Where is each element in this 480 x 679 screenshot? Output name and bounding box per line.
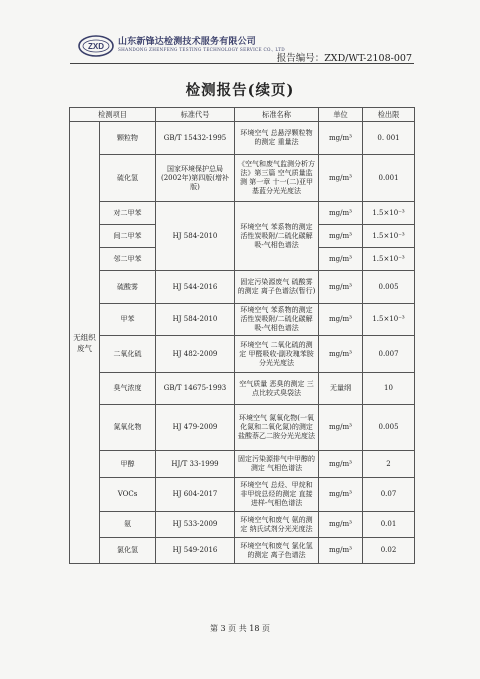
table-row: [70, 155, 415, 202]
item-cell: 臭气浓度: [100, 373, 156, 405]
table-row: [70, 122, 415, 155]
category-cell: 无组织废气: [70, 122, 100, 564]
table-row: [70, 202, 415, 225]
unit-cell: mg/m³: [319, 538, 363, 564]
name-cell: 固定污染源排气中甲醇的测定 气相色谱法: [235, 451, 319, 478]
name-cell: 空气质量 恶臭的测定 三点比较式臭袋法: [235, 373, 319, 405]
item-cell: 甲醇: [100, 451, 156, 478]
col-header-limit: 检出限: [363, 108, 415, 122]
unit-cell: mg/m³: [319, 405, 363, 451]
name-cell: 环境空气 氮氧化物(一氧化氮和二氧化氮)的测定 盐酸萘乙二胺分光光度法: [235, 405, 319, 451]
company-logo-icon: [77, 33, 115, 59]
code-cell: HJ 479-2009: [156, 405, 235, 451]
col-header-name: 标准名称: [235, 108, 319, 122]
item-cell: 间二甲苯: [100, 225, 156, 248]
code-cell: GB/T 14675-1993: [156, 373, 235, 405]
limit-cell: 1.5×10⁻³: [363, 248, 415, 271]
unit-cell: mg/m³: [319, 451, 363, 478]
table-row: [70, 271, 415, 304]
limit-cell: 10: [363, 373, 415, 405]
name-cell: 环境空气 二氧化硫的测定 甲醛吸收-副玫瑰苯胺分光光度法: [235, 336, 319, 373]
page-number: 第 3 页 共 18 页: [210, 624, 270, 633]
item-cell: 氯化氢: [100, 538, 156, 564]
name-cell: 环境空气 苯系物的测定 活性炭吸附/二硫化碳解吸-气相色谱法: [235, 202, 319, 271]
name-cell: 环境空气 总悬浮颗粒物的测定 重量法: [235, 122, 319, 155]
limit-cell: 0.007: [363, 336, 415, 373]
item-cell: 氨: [100, 512, 156, 538]
code-cell: HJ 533-2009: [156, 512, 235, 538]
code-cell: HJ 549-2016: [156, 538, 235, 564]
name-cell: 环境空气和废气 氨的测定 纳氏试剂分光光度法: [235, 512, 319, 538]
unit-cell: mg/m³: [319, 336, 363, 373]
limit-cell: 0.005: [363, 405, 415, 451]
table-header-row: [70, 108, 415, 122]
limit-cell: 0.01: [363, 512, 415, 538]
item-cell: 颗粒物: [100, 122, 156, 155]
unit-cell: mg/m³: [319, 512, 363, 538]
unit-cell: mg/m³: [319, 304, 363, 336]
col-header-code: 标准代号: [156, 108, 235, 122]
code-cell: 国家环境保护总局(2002年)第四版(增补版): [156, 155, 235, 202]
unit-cell: mg/m³: [319, 122, 363, 155]
name-cell: 环境空气 总烃、甲烷和非甲烷总烃的测定 直接进样-气相色谱法: [235, 478, 319, 512]
item-cell: VOCs: [100, 478, 156, 512]
code-cell: HJ 584-2010: [156, 202, 235, 271]
code-cell: HJ 482-2009: [156, 336, 235, 373]
page-title: 检测报告(续页): [185, 82, 295, 99]
item-cell: 邻二甲苯: [100, 248, 156, 271]
item-cell: 硫酸雾: [100, 271, 156, 304]
code-cell: HJ 544-2016: [156, 271, 235, 304]
limit-cell: 0.001: [363, 155, 415, 202]
limit-cell: 0. 001: [363, 122, 415, 155]
name-cell: 环境空气 苯系物的测定 活性炭吸附/二硫化碳解吸-气相色谱法: [235, 304, 319, 336]
unit-cell: mg/m³: [319, 478, 363, 512]
item-cell: 对二甲苯: [100, 202, 156, 225]
table-row: [70, 538, 415, 564]
limit-cell: 0.005: [363, 271, 415, 304]
limit-cell: 0.02: [363, 538, 415, 564]
limit-cell: 1.5×10⁻³: [363, 304, 415, 336]
table-row: [70, 336, 415, 373]
table-row: [70, 451, 415, 478]
test-method-table: [69, 107, 415, 564]
limit-cell: 1.5×10⁻³: [363, 225, 415, 248]
table-row: [70, 512, 415, 538]
item-cell: 硫化氢: [100, 155, 156, 202]
unit-cell: 无量纲: [319, 373, 363, 405]
unit-cell: mg/m³: [319, 271, 363, 304]
table-row: [70, 405, 415, 451]
table-row: [70, 478, 415, 512]
table-row: [70, 304, 415, 336]
limit-cell: 0.07: [363, 478, 415, 512]
unit-cell: mg/m³: [319, 248, 363, 271]
report-number: 报告编号：ZXD/WT-2108-007: [276, 53, 412, 64]
item-cell: 氮氧化物: [100, 405, 156, 451]
company-name-cn: 山东新锋达检测技术服务有限公司: [118, 37, 257, 47]
code-cell: GB/T 15432-1995: [156, 122, 235, 155]
limit-cell: 1.5×10⁻³: [363, 202, 415, 225]
company-name-en: SHANDONG ZHENFENG TESTING TECHNOLOGY SERVICE CO., LTD: [118, 47, 285, 52]
code-cell: HJ/T 33-1999: [156, 451, 235, 478]
unit-cell: mg/m³: [319, 225, 363, 248]
limit-cell: 2: [363, 451, 415, 478]
code-cell: HJ 584-2010: [156, 304, 235, 336]
col-header-unit: 单位: [319, 108, 363, 122]
code-cell: HJ 604-2017: [156, 478, 235, 512]
col-header-item: 检测项目: [70, 108, 156, 122]
item-cell: 甲苯: [100, 304, 156, 336]
unit-cell: mg/m³: [319, 202, 363, 225]
unit-cell: mg/m³: [319, 155, 363, 202]
item-cell: 二氧化硫: [100, 336, 156, 373]
header-divider: [70, 63, 414, 64]
table-row: [70, 373, 415, 405]
name-cell: 《空气和废气监测分析方法》第三篇 空气质量监测 第一章 十一(二)亚甲基蓝分光光度法: [235, 155, 319, 202]
name-cell: 环境空气和废气 氯化氢的测定 离子色谱法: [235, 538, 319, 564]
svg-text:ZXD: ZXD: [88, 42, 104, 51]
name-cell: 固定污染源废气 硫酸雾的测定 离子色谱法(暂行): [235, 271, 319, 304]
